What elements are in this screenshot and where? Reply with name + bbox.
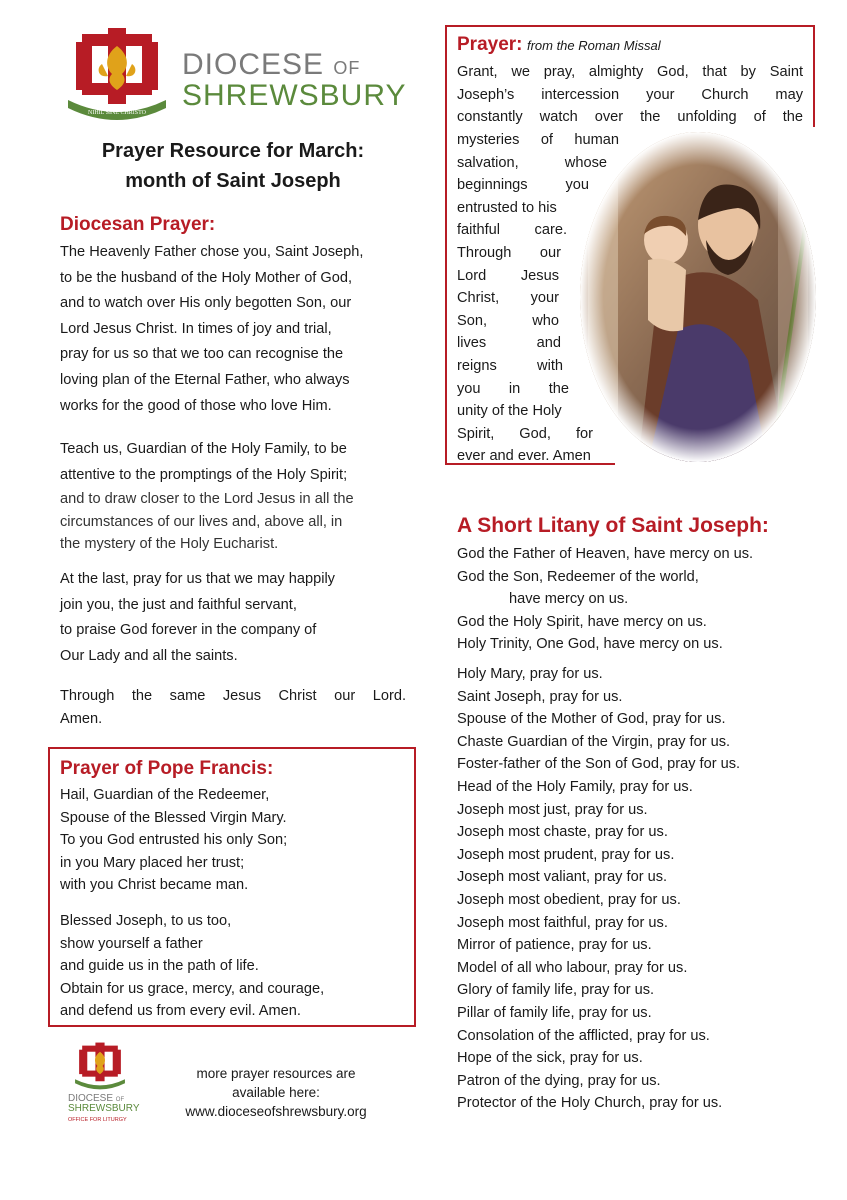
text-line: circumstances of our lives and, above all, in [60,513,343,530]
footer-url-link[interactable]: www.dioceseofshrewsbury.org [185,1104,367,1119]
text-line: to praise God forever in the company of [60,622,317,639]
diocesan-prayer-para2b [60,488,410,556]
saint-joseph-statue-image [578,130,818,464]
litany-line: God the Holy Spirit, have mercy on us. [457,613,707,630]
litany-line: Model of all who labour, pray for us. [457,959,688,976]
footer-logo-shrewsbury: SHREWSBURY [68,1103,140,1114]
text-line: faithful care. [457,222,567,239]
text-line: join you, the just and faithful servant, [60,596,297,613]
text-line: Lord Jesus Christ. In times of joy and trial, [60,320,332,337]
text-line: unity of the Holy [457,403,562,420]
litany-line: God the Son, Redeemer of the world, [457,568,699,585]
litany-line: Spouse of the Mother of God, pray for us. [457,711,726,728]
litany-line: Joseph most chaste, pray for us. [457,824,668,841]
logo-name-shrewsbury: SHREWSBURY [182,79,407,112]
diocesan-prayer-closing [60,685,406,730]
roman-missal-box-left-edge [445,125,447,465]
litany-line: Consolation of the afflicted, pray for us. [457,1027,710,1044]
text-line: entrusted to his [457,199,557,216]
roman-missal-heading: Prayer: [457,34,523,55]
roman-missal-heading-row [457,34,661,56]
footer-logo-of: OF [115,1097,125,1103]
text-line: and defend us from every evil. Amen. [60,1003,301,1020]
text-line: show yourself a father [60,935,203,952]
litany-line: Pillar of family life, pray for us. [457,1004,652,1021]
text-line: works for the good of those who love Him. [60,397,332,414]
footer-logo-office: OFFICE FOR LITURGY [68,1117,127,1123]
footer-line2: available here: [232,1085,320,1100]
footer-text [160,1064,392,1121]
logo-name-of: OF [333,58,361,78]
pope-francis-para2 [60,910,410,1023]
litany-line: Patron of the dying, pray for us. [457,1072,661,1089]
litany-line: Mirror of patience, pray for us. [457,937,652,954]
text-line: salvation, whose [457,154,607,171]
text-line: and guide us in the path of life. [60,958,259,975]
text-line: mysteries of human [457,132,619,148]
text-line: constantly watch over the unfolding of the [457,109,803,126]
litany-group1 [457,543,807,656]
text-line: Spouse of the Blessed Virgin Mary. [60,809,287,826]
litany-line: Joseph most faithful, pray for us. [457,914,668,931]
text-line: the mystery of the Holy Eucharist. [60,536,279,553]
diocesan-prayer-heading: Diocesan Prayer: [60,214,216,235]
diocese-crest-icon [62,28,172,124]
crest-motto: NIHIL SINE CHRISTO [88,110,146,116]
diocesan-prayer-para3 [60,567,410,669]
litany-line: have mercy on us. [509,591,629,608]
page-title [60,136,406,196]
diocesan-prayer-para1 [60,240,410,419]
litany-line: Joseph most valiant, pray for us. [457,869,668,886]
text-line: lives and [457,335,561,352]
page-title-line1: Prayer Resource for March: [101,140,365,162]
text-line: Blessed Joseph, to us too, [60,913,232,929]
text-line: in you Mary placed her trust; [60,854,245,871]
litany-group2 [457,663,807,1115]
text-line: ever and ever. Amen [457,448,591,465]
pope-francis-para1 [60,784,410,897]
text-line: Lord Jesus [457,267,559,284]
footer-line1: more prayer resources are [196,1066,356,1081]
text-line: to be the husband of the Holy Mother of God, [60,269,353,286]
text-line: At the last, pray for us that we may happily [60,571,335,587]
diocesan-prayer-para2 [60,437,410,488]
text-line: loving plan of the Eternal Father, who always [60,371,350,388]
litany-line: Chaste Guardian of the Virgin, pray for us. [457,733,731,750]
text-line: pray for us so that we too can recognise the [60,346,344,363]
text-line: Amen. [60,710,103,727]
litany-line: Glory of family life, pray for us. [457,982,655,999]
text-line: beginnings you [457,177,589,194]
litany-line: Head of the Holy Family, pray for us. [457,778,693,795]
roman-missal-full-text [457,61,803,129]
litany-line: God the Father of Heaven, have mercy on us. [457,546,754,562]
diocese-crest-small-icon [72,1042,128,1092]
footer-logo [66,1042,140,1132]
litany-line: Saint Joseph, pray for us. [457,688,623,705]
text-line: you in the [457,380,569,397]
logo-name-diocese: DIOCESE [182,48,325,81]
litany-heading: A Short Litany of Saint Joseph: [457,514,769,537]
text-line: and to watch over His only begotten Son, our [60,295,352,312]
text-line: Grant, we pray, almighty God, that by Saint [457,64,803,80]
litany-line: Protector of the Holy Church, pray for us. [457,1095,723,1112]
page-title-line2: month of Saint Joseph [125,170,341,192]
text-line: Hail, Guardian of the Redeemer, [60,787,270,803]
litany-line: Holy Mary, pray for us. [457,666,603,682]
litany-line: Joseph most prudent, pray for us. [457,846,675,863]
litany-line: Joseph most just, pray for us. [457,801,648,818]
text-line: with you Christ became man. [60,877,249,894]
text-line: The Heavenly Father chose you, Saint Joseph, [60,244,364,260]
text-line: Joseph’s intercession your Church may [457,86,803,103]
text-line: Son, who [457,312,559,329]
text-line: Spirit, God, for [457,425,593,442]
litany-line: Hope of the sick, pray for us. [457,1050,643,1067]
text-line: Teach us, Guardian of the Holy Family, to be [60,441,347,457]
text-line: Through the same Jesus Christ our Lord. [60,688,406,704]
pope-francis-heading: Prayer of Pope Francis: [60,758,274,779]
text-line: and to draw closer to the Lord Jesus in all the [60,491,354,507]
litany-line: Holy Trinity, One God, have mercy on us. [457,636,723,653]
text-line: Our Lady and all the saints. [60,647,238,664]
text-line: reigns with [457,357,563,374]
text-line: Through our [457,244,561,261]
litany-line: Joseph most obedient, pray for us. [457,891,681,908]
diocese-logo [60,28,407,128]
text-line: Obtain for us grace, mercy, and courage, [60,980,325,997]
text-line: Christ, your [457,290,559,307]
text-line: attentive to the promptings of the Holy Spirit; [60,466,348,483]
footer-logo-diocese: DIOCESE [68,1093,114,1104]
roman-missal-source: from the Roman Missal [526,38,661,53]
text-line: To you God entrusted his only Son; [60,832,288,849]
litany-line: Foster-father of the Son of God, pray for us. [457,756,741,773]
